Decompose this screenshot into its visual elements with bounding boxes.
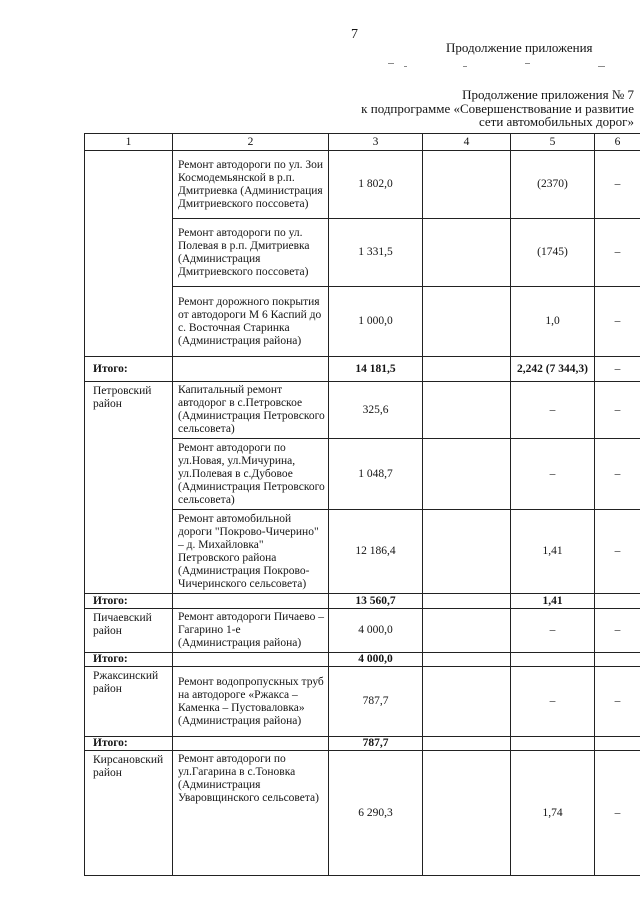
col5-cell: – <box>511 609 595 653</box>
region-cell <box>85 151 173 357</box>
amount-cell: 1 331,5 <box>329 219 423 287</box>
road-repair-table <box>84 133 640 876</box>
total-amount: 4 000,0 <box>329 653 423 667</box>
empty-cell <box>173 653 329 667</box>
col5-cell: 1,74 <box>511 751 595 876</box>
column-header: 6 <box>595 134 640 151</box>
amount-cell: 325,6 <box>329 382 423 439</box>
col6-cell: – <box>595 510 640 594</box>
empty-cell <box>173 737 329 751</box>
empty-cell <box>423 653 511 667</box>
total-label: Итого: <box>85 737 173 751</box>
total-label: Итого: <box>85 357 173 382</box>
col5-cell: (2370) <box>511 151 595 219</box>
appendix-header-line1: Продолжение приложения № 7 <box>462 87 634 102</box>
col4-cell <box>423 151 511 219</box>
appendix-header-line2: к подпрограмме «Совершенствование и развитие <box>361 101 634 116</box>
table-row <box>85 751 640 876</box>
appendix-header-line3: сети автомобильных дорог» <box>478 114 634 129</box>
col6-cell: – <box>595 667 640 737</box>
col5-cell: – <box>511 382 595 439</box>
amount-cell: 787,7 <box>329 667 423 737</box>
scan-speck <box>525 63 530 64</box>
region-cell: Петровский район <box>85 382 173 594</box>
empty-cell <box>173 357 329 382</box>
column-number-row <box>85 134 640 151</box>
description-cell: Ремонт автодороги по ул.Новая, ул.Мичурина, ул.Полевая в с.Дубовое (Администрация Петровского сельсовета) <box>173 439 329 510</box>
col4-cell <box>423 382 511 439</box>
col4-cell <box>423 287 511 357</box>
col4-cell <box>423 667 511 737</box>
col6-cell: – <box>595 751 640 876</box>
table-row <box>85 609 640 653</box>
table-row <box>85 667 640 737</box>
description-cell: Капитальный ремонт автодорог в с.Петровское (Администрация Петровского сельсовета) <box>173 382 329 439</box>
description-cell: Ремонт автомобильной дороги "Покрово-Чичерино" – д. Михайловка" Петровского района (Администрация Покрово-Чичеринского сельсовета) <box>173 510 329 594</box>
col6-cell: – <box>595 287 640 357</box>
col4-cell <box>423 751 511 876</box>
col6-cell <box>595 594 640 609</box>
empty-cell <box>511 653 595 667</box>
total-amount: 14 181,5 <box>329 357 423 382</box>
table-row <box>85 382 640 439</box>
col4-cell <box>423 609 511 653</box>
amount-cell: 1 000,0 <box>329 287 423 357</box>
amount-cell: 1 048,7 <box>329 439 423 510</box>
col6-cell: – <box>595 219 640 287</box>
column-header: 1 <box>85 134 173 151</box>
total-col5: 1,41 <box>511 594 595 609</box>
total-row <box>85 594 640 609</box>
col6-cell: – <box>595 439 640 510</box>
total-amount: 787,7 <box>329 737 423 751</box>
col6-cell: – <box>595 382 640 439</box>
region-cell: Пичаевский район <box>85 609 173 653</box>
amount-cell: 12 186,4 <box>329 510 423 594</box>
col6-cell: – <box>595 609 640 653</box>
total-label: Итого: <box>85 594 173 609</box>
empty-cell <box>423 594 511 609</box>
region-cell: Кирсановский район <box>85 751 173 876</box>
description-cell: Ремонт автодороги по ул.Гагарина в с.Тоновка (Администрация Уваровщинского сельсовета) <box>173 751 329 876</box>
empty-cell <box>423 357 511 382</box>
scan-speck <box>598 66 605 67</box>
amount-cell: 1 802,0 <box>329 151 423 219</box>
total-col5: 2,242 (7 344,3) <box>511 357 595 382</box>
col5-cell: (1745) <box>511 219 595 287</box>
total-row <box>85 653 640 667</box>
total-row <box>85 357 640 382</box>
continuation-note: Продолжение приложения <box>446 40 593 55</box>
col6-cell: – <box>595 357 640 382</box>
empty-cell <box>423 737 511 751</box>
col4-cell <box>423 510 511 594</box>
scan-speck <box>463 66 467 67</box>
total-row <box>85 737 640 751</box>
empty-cell <box>511 737 595 751</box>
table-row <box>85 151 640 219</box>
empty-cell <box>595 653 640 667</box>
scan-speck <box>404 66 407 67</box>
description-cell: Ремонт водопропускных труб на автодороге «Ржакса – Каменка – Пустоваловка» (Администрация района) <box>173 667 329 737</box>
description-cell: Ремонт автодороги Пичаево – Гагарино 1-е (Администрация района) <box>173 609 329 653</box>
column-header: 4 <box>423 134 511 151</box>
col5-cell: – <box>511 439 595 510</box>
amount-cell: 4 000,0 <box>329 609 423 653</box>
empty-cell <box>595 737 640 751</box>
description-cell: Ремонт автодороги по ул. Полевая в р.п. Дмитриевка (Администрация Дмитриевского поссовета) <box>173 219 329 287</box>
empty-cell <box>173 594 329 609</box>
col5-cell: 1,0 <box>511 287 595 357</box>
col5-cell: 1,41 <box>511 510 595 594</box>
description-cell: Ремонт дорожного покрытия от автодороги М 6 Каспий до с. Восточная Старинка (Администрация района) <box>173 287 329 357</box>
col4-cell <box>423 219 511 287</box>
column-header: 5 <box>511 134 595 151</box>
total-label: Итого: <box>85 653 173 667</box>
scan-speck <box>388 63 394 64</box>
region-cell: Ржаксинский район <box>85 667 173 737</box>
col5-cell: – <box>511 667 595 737</box>
page-number: 7 <box>351 27 358 42</box>
column-header: 3 <box>329 134 423 151</box>
total-amount: 13 560,7 <box>329 594 423 609</box>
column-header: 2 <box>173 134 329 151</box>
col6-cell: – <box>595 151 640 219</box>
description-cell: Ремонт автодороги по ул. Зои Космодемьянской в р.п. Дмитриевка (Администрация Дмитриевского поссовета) <box>173 151 329 219</box>
amount-cell: 6 290,3 <box>329 751 423 876</box>
col4-cell <box>423 439 511 510</box>
